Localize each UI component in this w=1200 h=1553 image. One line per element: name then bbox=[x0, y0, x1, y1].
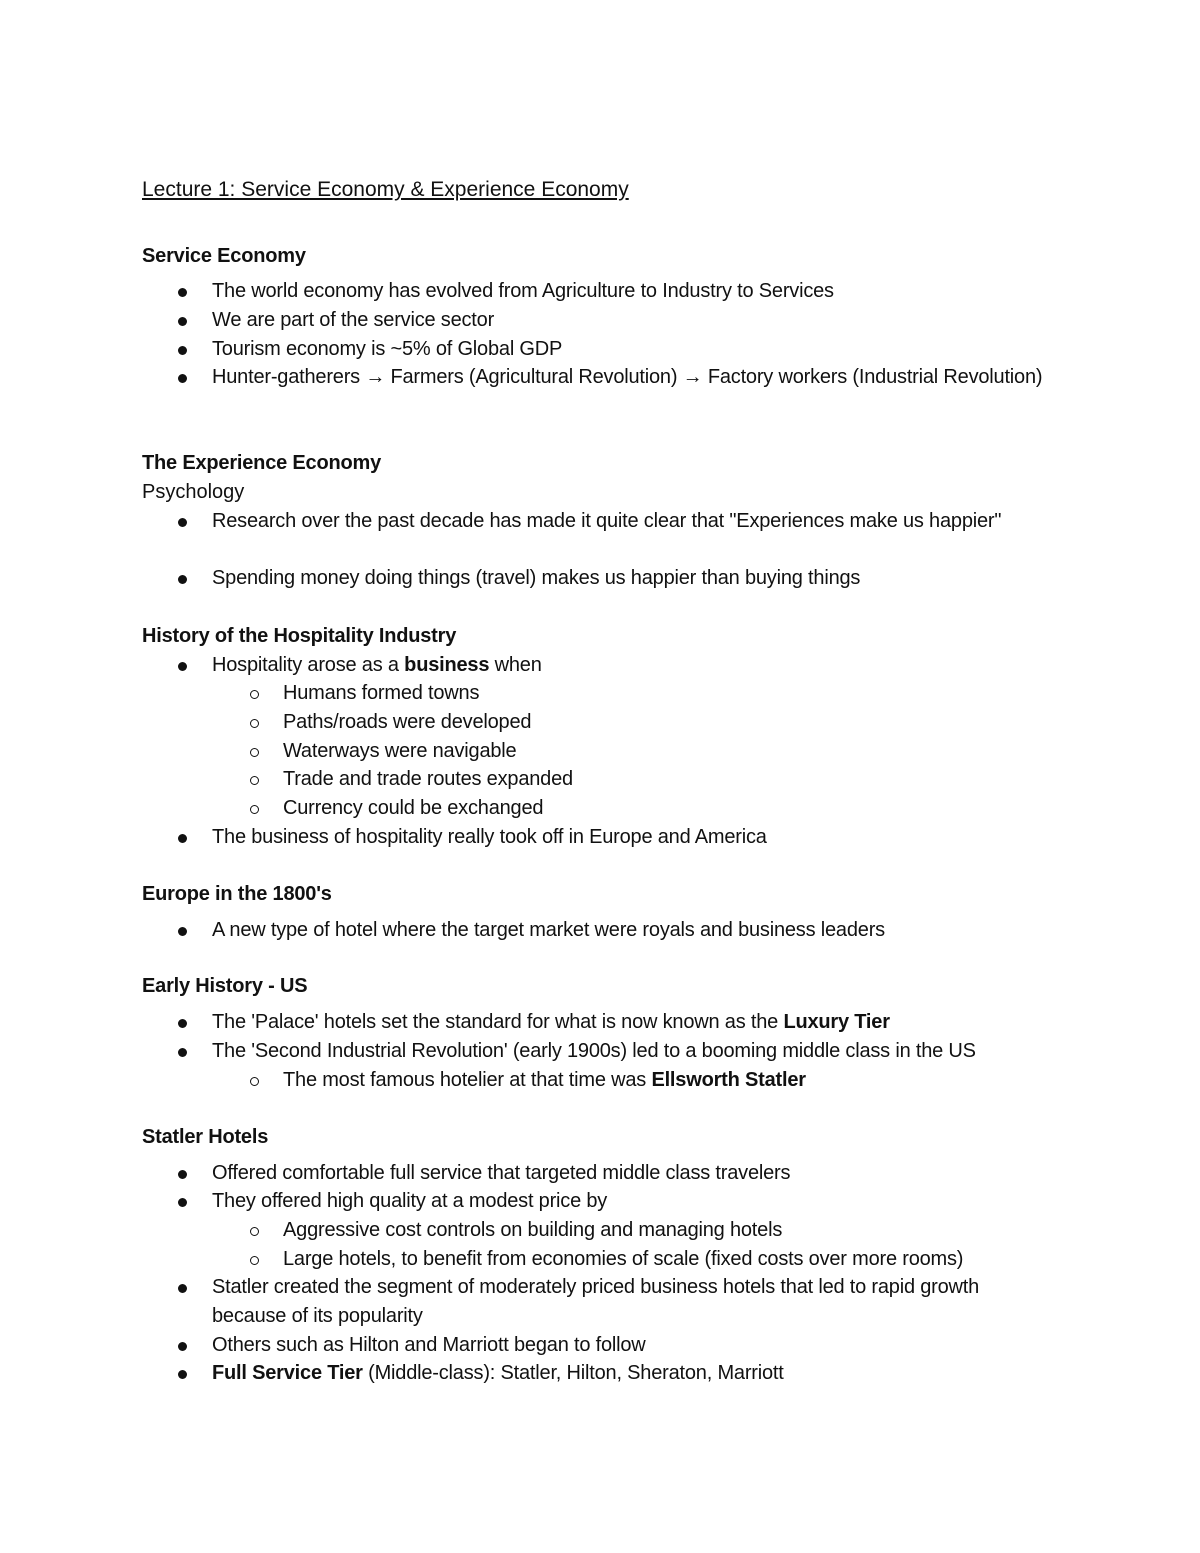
circle-bullet-icon bbox=[250, 776, 259, 785]
bullet-icon bbox=[178, 927, 187, 936]
bullet-icon bbox=[178, 1284, 187, 1293]
section-heading-early-history-us: Early History - US bbox=[142, 975, 308, 997]
page-title: Lecture 1: Service Economy & Experience Economy bbox=[142, 178, 629, 201]
section-heading-experience-economy: The Experience Economy bbox=[142, 452, 382, 474]
list-item: Hunter-gatherers → Farmers (Agricultural Revolution) → Factory workers (Industrial Revolution) bbox=[212, 363, 1052, 392]
circle-bullet-icon bbox=[250, 719, 259, 728]
sub-list-item: Aggressive cost controls on building and managing hotels bbox=[283, 1219, 782, 1242]
section-heading-history: History of the Hospitality Industry bbox=[142, 625, 457, 647]
section-heading-statler-hotels: Statler Hotels bbox=[142, 1126, 269, 1148]
bullet-icon bbox=[178, 346, 187, 355]
list-item: Research over the past decade has made it quite clear that "Experiences make us happier" bbox=[212, 507, 1052, 536]
list-item: Offered comfortable full service that targeted middle class travelers bbox=[212, 1162, 790, 1185]
list-item: The world economy has evolved from Agriculture to Industry to Services bbox=[212, 280, 834, 303]
bullet-icon bbox=[178, 662, 187, 671]
bullet-icon bbox=[178, 1342, 187, 1351]
circle-bullet-icon bbox=[250, 805, 259, 814]
bullet-icon bbox=[178, 1048, 187, 1057]
bullet-icon bbox=[178, 575, 187, 584]
sub-list-item: Currency could be exchanged bbox=[283, 797, 543, 820]
list-item: The 'Palace' hotels set the standard for what is now known as the Luxury Tier bbox=[212, 1011, 890, 1034]
list-item: We are part of the service sector bbox=[212, 309, 494, 332]
list-item: Tourism economy is ~5% of Global GDP bbox=[212, 338, 562, 361]
bullet-icon bbox=[178, 374, 187, 383]
sub-list-item: Paths/roads were developed bbox=[283, 711, 531, 734]
sub-list-item: Humans formed towns bbox=[283, 682, 479, 705]
circle-bullet-icon bbox=[250, 1256, 259, 1265]
circle-bullet-icon bbox=[250, 690, 259, 699]
circle-bullet-icon bbox=[250, 1227, 259, 1236]
bullet-icon bbox=[178, 288, 187, 297]
list-item: Others such as Hilton and Marriott began to follow bbox=[212, 1334, 646, 1357]
bullet-icon bbox=[178, 317, 187, 326]
list-item: They offered high quality at a modest price by bbox=[212, 1190, 607, 1213]
list-item: Full Service Tier (Middle-class): Statler, Hilton, Sheraton, Marriott bbox=[212, 1362, 784, 1385]
circle-bullet-icon bbox=[250, 748, 259, 757]
list-item: Hospitality arose as a business when bbox=[212, 654, 542, 677]
section-heading-europe: Europe in the 1800's bbox=[142, 883, 332, 905]
bullet-icon bbox=[178, 834, 187, 843]
subheading-psychology: Psychology bbox=[142, 481, 245, 503]
list-item: Statler created the segment of moderately priced business hotels that led to rapid growth because of its popularity bbox=[212, 1273, 1052, 1331]
bullet-icon bbox=[178, 1370, 187, 1379]
bullet-icon bbox=[178, 1170, 187, 1179]
sub-list-item: Trade and trade routes expanded bbox=[283, 768, 573, 791]
list-item: A new type of hotel where the target market were royals and business leaders bbox=[212, 919, 885, 942]
list-item: Spending money doing things (travel) makes us happier than buying things bbox=[212, 567, 860, 590]
sub-list-item: Waterways were navigable bbox=[283, 740, 516, 763]
sub-list-item: The most famous hotelier at that time was Ellsworth Statler bbox=[283, 1069, 806, 1092]
bullet-icon bbox=[178, 1198, 187, 1207]
circle-bullet-icon bbox=[250, 1077, 259, 1086]
bullet-icon bbox=[178, 518, 187, 527]
list-item: The business of hospitality really took off in Europe and America bbox=[212, 826, 767, 849]
sub-list-item: Large hotels, to benefit from economies of scale (fixed costs over more rooms) bbox=[283, 1248, 963, 1271]
section-heading-service-economy: Service Economy bbox=[142, 245, 306, 267]
bullet-icon bbox=[178, 1019, 187, 1028]
list-item: The 'Second Industrial Revolution' (early 1900s) led to a booming middle class in the US bbox=[212, 1040, 976, 1063]
